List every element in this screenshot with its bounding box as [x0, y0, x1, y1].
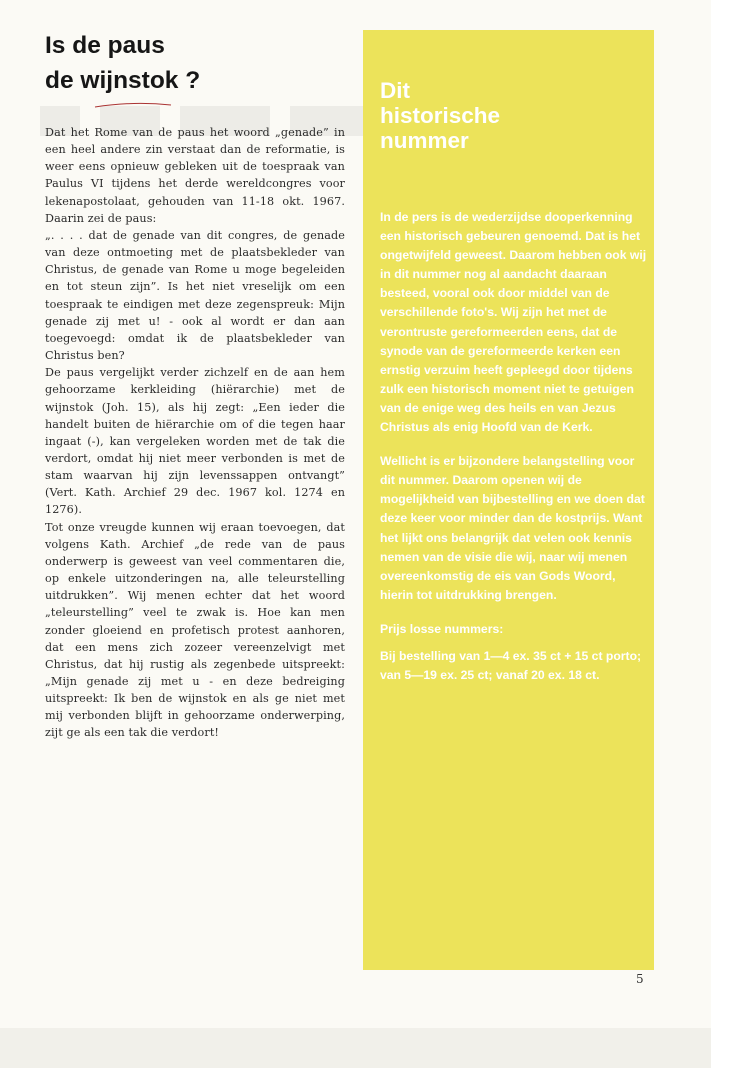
sidebar-title-line: Dit: [380, 78, 410, 103]
article-column: [45, 28, 345, 742]
scan-bottom-margin: [0, 1028, 711, 1068]
pen-underline-mark: [93, 100, 173, 110]
article-body: [45, 124, 345, 742]
sidebar-box: [363, 30, 654, 970]
scan-right-margin: [711, 0, 738, 1068]
sidebar-title-line: nummer: [380, 128, 469, 153]
sidebar-title: [380, 78, 640, 153]
page-number: 5: [636, 972, 644, 986]
sidebar-title-line: historische: [380, 103, 501, 128]
sidebar-paragraph: In de pers is de wederzijdse dooperkenning een historisch gebeuren genoemd. Dat is het ongetwijfeld geweest. Daarom hebben ook wij in dit nummer nog al aandacht daaraan besteed, vooral ook door middel van de verschillende foto's. Wij zijn het met de verontruste gereformeerden eens, dat de synode van de gereformeerde kerken een ernstig verzuim heeft gepleegd door tijdens zulk een historisch moment niet te getuigen van de enige weg des heils en van Jezus Christus als enig Hoofd van de Kerk.: [380, 210, 647, 435]
article-title-line: Is de paus: [45, 32, 165, 59]
article-paragraph: „. . . . dat de genade van dit congres, de genade van deze ontmoeting met de plaatsbekleder van Christus, de genade van Rome u moge begeleiden en tot steun zijn”. Is het niet vreselijk om een toespraak te eindigen met deze zegenspreuk: Mijn genade zij met u! - ook al wordt er dan aan toegevoegd: omdat ik de plaatsbekleder van Christus ben?: [45, 228, 345, 363]
article-paragraph: De paus vergelijkt verder zichzelf en de aan hem gehoorzame kerkleiding (hiërarchie) met de wijnstok (Joh. 15), als hij zegt: „Een ieder die handelt buiten de hiërarchie om of die tegen haar ingaat (-), kan vergeleken worden met de tak die verdort, omdat hij niet meer verbonden is met de stam waarvan hij zijn levenssappen ontvangt” (Vert. Kath. Archief 29 dec. 1967 kol. 1274 en 1276).: [45, 366, 345, 517]
article-title-line: de wijnstok ?: [45, 67, 201, 94]
sidebar-paragraph: Wellicht is er bijzondere belangstelling voor dit nummer. Daarom openen wij de mogelijkheid van bijbestelling en we doen dat deze keer voor minder dan de kostprijs. Want het lijkt ons belangrijk dat velen ook kennis nemen van de visie die wij, naar wij menen overeenkomstig de eis van Gods Woord, hierin tot uitdrukking brengen.: [380, 454, 645, 602]
sidebar-text: [380, 208, 648, 685]
article-paragraph: Tot onze vreugde kunnen wij eraan toevoegen, dat volgens Kath. Archief „de rede van de paus onderwerp is geweest van veel commentaren die, op enkele uitzonderingen na, alle teleurstelling uitdrukken”. Wij menen echter dat het woord „teleurstelling” veel te zwak is. Hoe kan men zonder gloeiend en profetisch protest aanhoren, dat een mens zich zozeer vereenzelvigt met Christus, dat hij rustig als zegenbede uitspreekt: „Mijn genade zij met u - en deze bedreiging uitspreekt: Ik ben de wijnstok en als ge niet met mij verbonden blijft in gehoorzame onderwerping, zijt ge als een tak die verdort!: [45, 520, 345, 740]
article-paragraph: Dat het Rome van de paus het woord „genade” in een heel andere zin verstaat dan de reformatie, is weer eens opnieuw gebleken uit de toespraak van Paulus VI tijdens het derde wereldcongres voor lekenapostolaat, gehouden van 11-18 okt. 1967. Daarin zei de paus:: [45, 126, 345, 225]
price-text: Bij bestelling van 1—4 ex. 35 ct + 15 ct porto; van 5—19 ex. 25 ct; vanaf 20 ex. 18 ct.: [380, 648, 642, 683]
article-title: [45, 28, 345, 98]
price-heading: Prijs losse nummers:: [380, 621, 504, 636]
